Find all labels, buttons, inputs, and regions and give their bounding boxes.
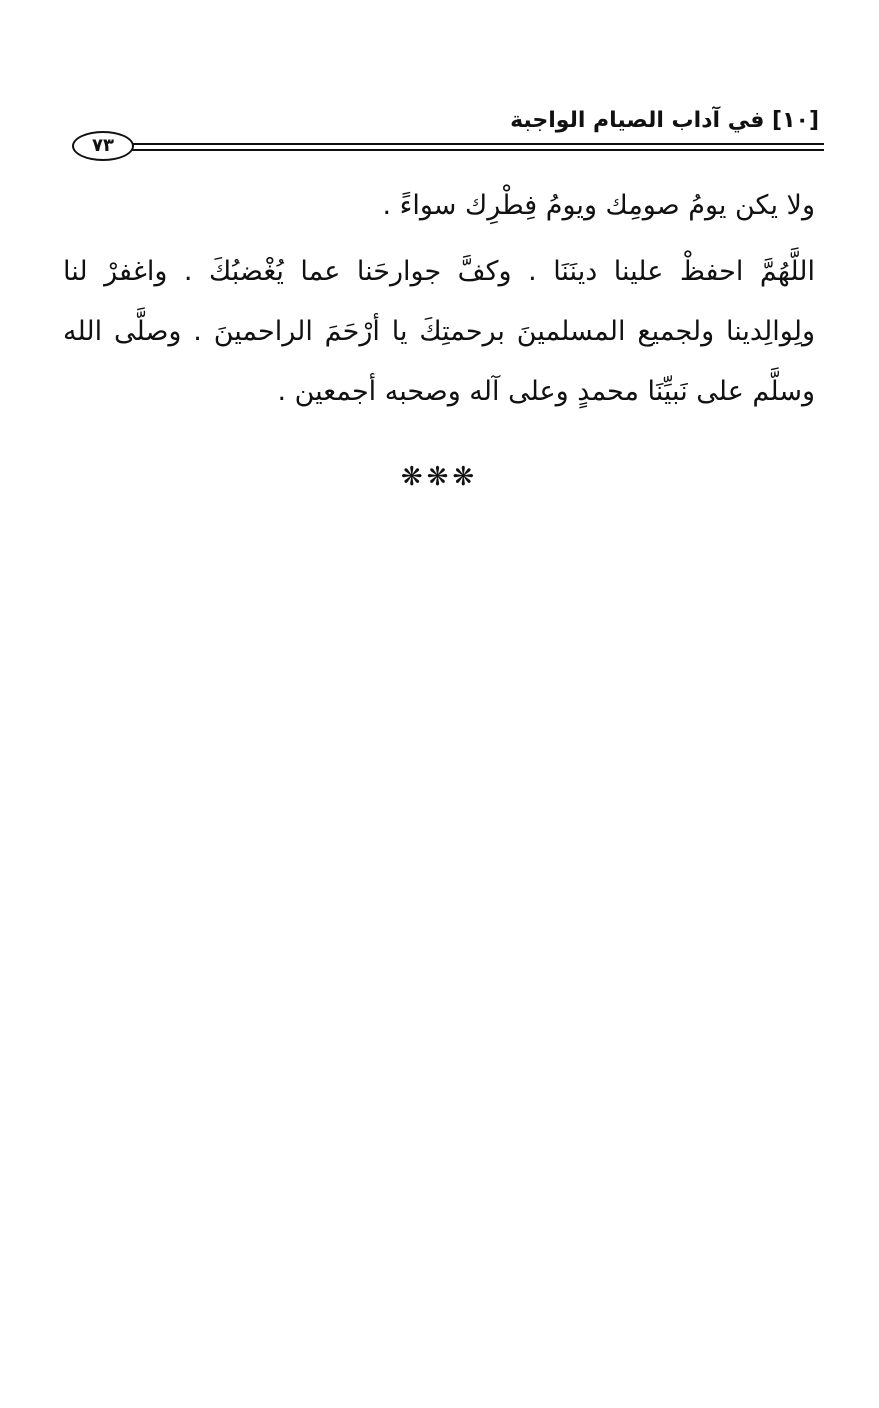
page-number: ٧٣	[92, 135, 114, 156]
header-rule	[118, 143, 824, 151]
paragraph-1: ولا يكن يومُ صومِك ويومُ فِطْرِك سواءً .	[382, 190, 815, 221]
running-header-title: [١٠] في آداب الصيام الواجبة	[510, 108, 819, 133]
paragraph-2: اللَّهُمَّ احفظْ علينا دينَنَا . وكفَّ جوارحَنا عما يُغْضبُكَ . واغفرْ لنا ولِوالِدينا ولجميع المسلمينَ برحمتِكَ يا أرْحَمَ الراحمينَ . وصلَّى الله وسلَّم على نَبيِّنَا محمدٍ وعلى آله وصحبه أجمعين .	[63, 256, 815, 407]
page-number-badge	[72, 131, 134, 161]
body-text	[63, 176, 815, 428]
section-separator: ❋❋❋	[400, 462, 479, 492]
